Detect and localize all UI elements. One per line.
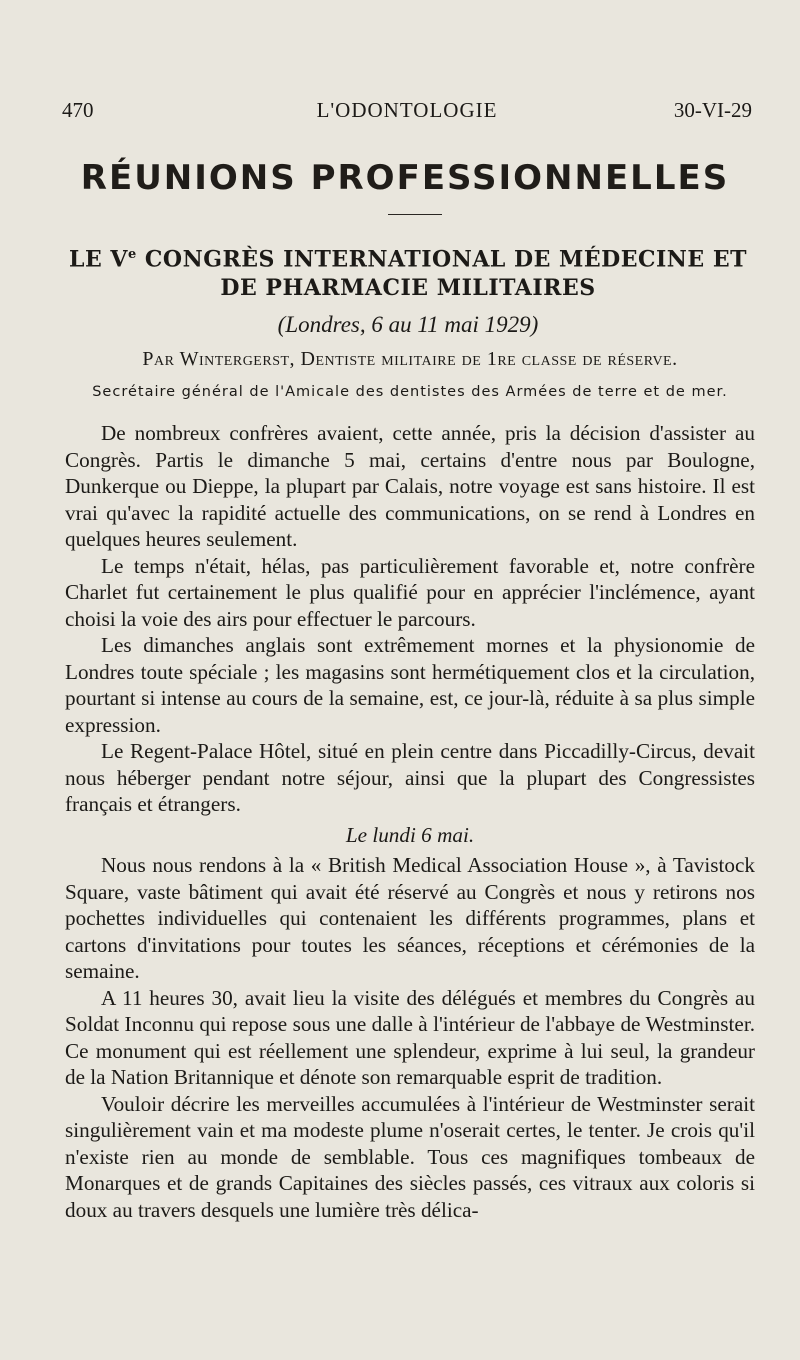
- paragraph: Le Regent-Palace Hôtel, situé en plein centre dans Piccadilly-Circus, devait nous héberger pendant notre séjour, ainsi que la plupart des Congressistes français et étrangers.: [65, 739, 755, 816]
- article-title: LE Ve CONGRÈS INTERNATIONAL DE MÉDECINE ET DE PHARMACIE MILITAIRES: [69, 246, 747, 302]
- issue-date: 30-VI-29: [673, 98, 752, 122]
- byline: Par Wintergerst, Dentiste militaire de 1re classe de réserve.: [142, 348, 678, 370]
- paragraph: De nombreux confrères avaient, cette année, pris la décision d'assister au Congrès. Partis le dimanche 5 mai, certains d'entre nous par Boulogne, Dunkerque ou Dieppe, la plupart par Calais, notre voyage est sans histoire. Il est vrai qu'avec la rapidité actuelle des communications, on se rend à Londres en quelques heures seulement.: [65, 421, 755, 551]
- page-number: 470: [62, 98, 94, 122]
- section-title: RÉUNIONS PROFESSIONNELLES: [80, 158, 730, 198]
- paragraph: Les dimanches anglais sont extrêmement mornes et la physionomie de Londres toute spéciale ; les magasins sont hermétiquement clos et la circulation, pourtant si intense au cours de la semaine, est, ce jour-là, réduite à sa plus simple expression.: [65, 633, 755, 737]
- journal-title: L'ODONTOLOGIE: [316, 98, 498, 122]
- paragraph: Vouloir décrire les merveilles accumulées à l'intérieur de Westminster serait singulièrement vain et ma modeste plume n'oserait certes, le tenter. Je crois qu'il n'existe rien au monde de semblable. Tous ces magnifiques tombeaux de Monarques et de grands Capitaines des siècles passés, ces vitraux aux coloris si doux au travers desquels une lumière très délica-: [65, 1091, 755, 1222]
- title-rule: [388, 214, 442, 215]
- paragraph: Nous nous rendons à la « British Medical Association House », à Tavistock Square, vaste bâtiment qui avait été réservé au Congrès et nous y retirons nos pochettes individuelles qui contenaient les différents programmes, plans et cartons d'invitations pour toutes les séances, réceptions et cérémonies de la semaine.: [65, 853, 755, 983]
- paragraph: A 11 heures 30, avait lieu la visite des délégués et membres du Congrès au Soldat Inconnu qui repose sous une dalle à l'intérieur de l'abbaye de Westminster. Ce monument qui est réellement une splendeur, exprime à lui seul, la grandeur de la Nation Britannique et dénote son remarquable esprit de tradition.: [65, 985, 755, 1089]
- location-date: (Londres, 6 au 11 mai 1929): [277, 312, 539, 337]
- affiliation: Secrétaire général de l'Amicale des dentistes des Armées de terre et de mer.: [92, 384, 728, 400]
- paragraph: Le temps n'était, hélas, pas particulièrement favorable et, notre confrère Charlet fut certainement le plus qualifié pour en apprécier l'inclémence, ayant choisi la voie des airs pour effectuer le parcours.: [65, 553, 755, 631]
- running-header: [62, 98, 752, 128]
- article-body: [65, 420, 755, 1223]
- date-subheading: Le lundi 6 mai.: [345, 822, 475, 847]
